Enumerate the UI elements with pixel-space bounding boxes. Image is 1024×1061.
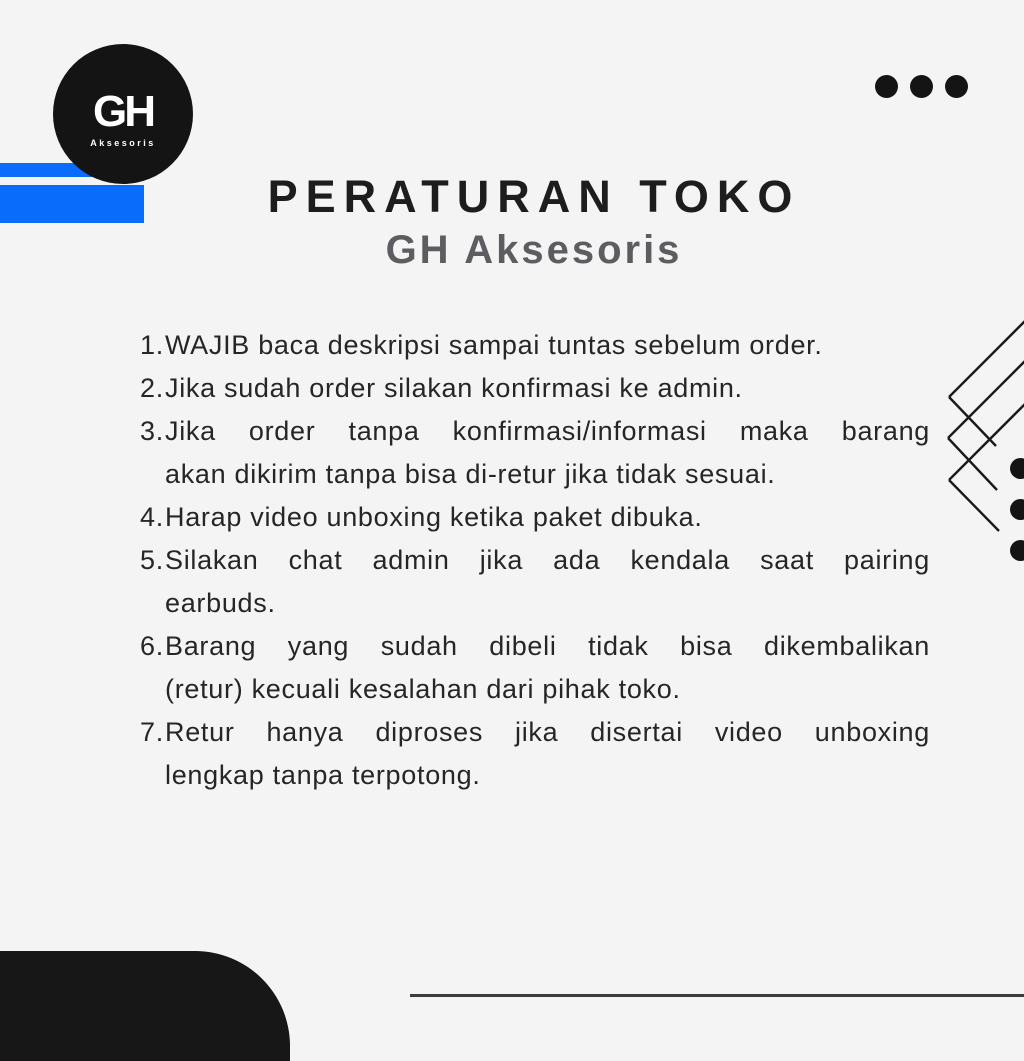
header [44,170,1024,272]
dot-icon [1010,540,1024,561]
rule-item-2 [140,367,930,410]
side-dots-icon [1010,458,1024,561]
rule-text: Silakan chat admin jika ada kendala saat pairing [165,545,930,575]
rule-text: WAJIB baca deskripsi sampai tuntas sebelum order. [165,330,823,360]
rule-number: 7. [140,717,164,747]
shop-logo [53,44,193,184]
rule-item-7 [140,711,930,797]
rule-number: 1. [140,330,164,360]
rule-number: 4. [140,502,164,532]
logo-label: Aksesoris [90,138,156,148]
dot-icon [945,75,968,98]
rule-number: 3. [140,416,164,446]
corner-shape [0,951,290,1061]
page-subtitle: GH Aksesoris [385,228,683,273]
rule-item-1 [140,324,930,367]
rule-text: Retur hanya diproses jika disertai video unboxing [165,717,930,747]
rule-item-4 [140,496,930,539]
three-dots-icon [875,75,968,98]
rule-item-5 [140,539,930,625]
rule-text: Barang yang sudah dibeli tidak bisa dikembalikan [165,631,930,661]
rule-number: 2. [140,373,164,403]
rule-text: (retur) kecuali kesalahan dari pihak toko. [165,674,681,704]
dot-icon [1010,499,1024,520]
dot-icon [910,75,933,98]
rule-item-3 [140,410,930,496]
rule-text: lengkap tanpa terpotong. [165,760,481,790]
rule-text: Jika order tanpa konfirmasi/informasi maka barang [165,416,930,446]
rule-text: akan dikirim tanpa bisa di-retur jika tidak sesuai. [165,459,776,489]
page-title: PERATURAN TOKO [267,171,801,222]
footer-line [410,994,1024,997]
rule-item-6 [140,625,930,711]
rule-text: Jika sudah order silakan konfirmasi ke admin. [165,373,743,403]
dot-icon [875,75,898,98]
rule-text: Harap video unboxing ketika paket dibuka. [165,502,703,532]
rule-number: 6. [140,631,164,661]
rule-number: 5. [140,545,164,575]
rules-list [140,324,930,797]
dot-icon [1010,458,1024,479]
logo-monogram: GH [93,87,153,136]
rule-text: earbuds. [165,588,276,618]
